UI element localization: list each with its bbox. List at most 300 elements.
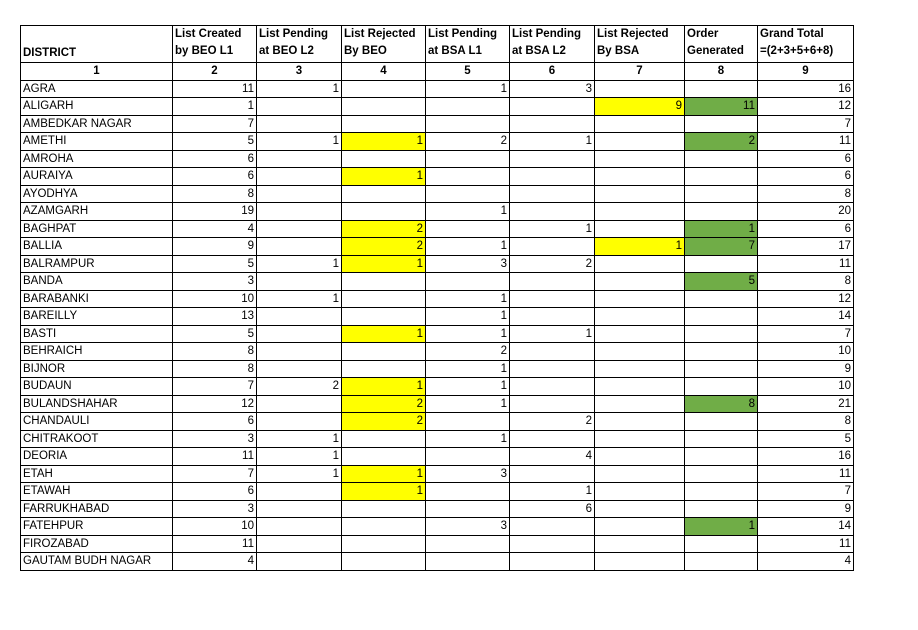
district-cell: BEHRAICH <box>21 343 173 361</box>
grand-total-cell: 20 <box>758 203 854 221</box>
pending-bsa-l2-cell: 2 <box>510 413 595 431</box>
grand-total-cell: 5 <box>758 430 854 448</box>
district-cell: BALLIA <box>21 238 173 256</box>
rejected-beo-cell: 1 <box>342 168 426 186</box>
pending-bsa-l2-cell <box>510 185 595 203</box>
pending-bsa-l1-cell <box>426 115 510 133</box>
pending-beo-l2-cell: 1 <box>257 290 342 308</box>
pending-beo-l2-cell: 1 <box>257 430 342 448</box>
pending-bsa-l1-cell <box>426 98 510 116</box>
district-status-table <box>20 25 854 571</box>
column-number: 9 <box>758 63 854 81</box>
order-generated-cell <box>685 553 758 571</box>
list-created-cell: 11 <box>173 448 257 466</box>
order-generated-cell: 8 <box>685 395 758 413</box>
district-cell: BARABANKI <box>21 290 173 308</box>
table-row <box>21 185 854 203</box>
order-generated-cell: 11 <box>685 98 758 116</box>
rejected-bsa-cell <box>595 150 685 168</box>
rejected-beo-cell <box>342 98 426 116</box>
district-cell: BASTI <box>21 325 173 343</box>
column-number: 5 <box>426 63 510 81</box>
grand-total-cell: 16 <box>758 448 854 466</box>
rejected-beo-cell: 1 <box>342 378 426 396</box>
pending-beo-l2-cell <box>257 360 342 378</box>
header-row <box>21 26 854 63</box>
grand-total-cell: 7 <box>758 483 854 501</box>
header-list-pending-at-beo-l2: List Pending at BEO L2 <box>257 26 342 63</box>
pending-beo-l2-cell <box>257 325 342 343</box>
grand-total-cell: 10 <box>758 343 854 361</box>
pending-bsa-l2-cell <box>510 168 595 186</box>
list-created-cell: 13 <box>173 308 257 326</box>
rejected-bsa-cell <box>595 465 685 483</box>
header-list-rejected-by-beo: List Rejected By BEO <box>342 26 426 63</box>
column-number: 8 <box>685 63 758 81</box>
list-created-cell: 8 <box>173 360 257 378</box>
table-row <box>21 203 854 221</box>
district-cell: BAGHPAT <box>21 220 173 238</box>
rejected-bsa-cell <box>595 168 685 186</box>
pending-bsa-l1-cell: 2 <box>426 343 510 361</box>
order-generated-cell <box>685 115 758 133</box>
rejected-bsa-cell <box>595 413 685 431</box>
rejected-beo-cell <box>342 360 426 378</box>
table-row <box>21 80 854 98</box>
list-created-cell: 19 <box>173 203 257 221</box>
district-cell: AMROHA <box>21 150 173 168</box>
list-created-cell: 3 <box>173 273 257 291</box>
rejected-bsa-cell <box>595 448 685 466</box>
rejected-beo-cell <box>342 343 426 361</box>
list-created-cell: 4 <box>173 220 257 238</box>
district-cell: BALRAMPUR <box>21 255 173 273</box>
grand-total-cell: 8 <box>758 185 854 203</box>
pending-bsa-l1-cell <box>426 168 510 186</box>
table-row <box>21 518 854 536</box>
pending-bsa-l1-cell: 1 <box>426 430 510 448</box>
order-generated-cell <box>685 308 758 326</box>
list-created-cell: 7 <box>173 378 257 396</box>
district-cell: BAREILLY <box>21 308 173 326</box>
pending-bsa-l1-cell <box>426 185 510 203</box>
pending-beo-l2-cell: 1 <box>257 255 342 273</box>
header-list-created-by-beo-l1: List Created by BEO L1 <box>173 26 257 63</box>
pending-bsa-l2-cell: 1 <box>510 133 595 151</box>
table-row <box>21 360 854 378</box>
rejected-bsa-cell <box>595 255 685 273</box>
header-district: DISTRICT <box>21 26 173 63</box>
list-created-cell: 8 <box>173 185 257 203</box>
pending-bsa-l1-cell: 1 <box>426 378 510 396</box>
pending-bsa-l2-cell <box>510 308 595 326</box>
district-cell: ETAWAH <box>21 483 173 501</box>
header-list-pending-at-bsa-l1: List Pending at BSA L1 <box>426 26 510 63</box>
pending-bsa-l1-cell: 1 <box>426 395 510 413</box>
pending-beo-l2-cell <box>257 343 342 361</box>
pending-bsa-l1-cell <box>426 500 510 518</box>
table-row <box>21 98 854 116</box>
column-number: 7 <box>595 63 685 81</box>
pending-bsa-l1-cell <box>426 273 510 291</box>
rejected-bsa-cell <box>595 535 685 553</box>
list-created-cell: 7 <box>173 115 257 133</box>
list-created-cell: 4 <box>173 553 257 571</box>
grand-total-cell: 17 <box>758 238 854 256</box>
rejected-beo-cell: 1 <box>342 483 426 501</box>
district-cell: AURAIYA <box>21 168 173 186</box>
order-generated-cell <box>685 150 758 168</box>
table-row <box>21 308 854 326</box>
pending-bsa-l1-cell <box>426 220 510 238</box>
table-row <box>21 273 854 291</box>
rejected-beo-cell: 1 <box>342 255 426 273</box>
table-row <box>21 255 854 273</box>
rejected-beo-cell <box>342 203 426 221</box>
district-cell: AYODHYA <box>21 185 173 203</box>
order-generated-cell <box>685 448 758 466</box>
pending-beo-l2-cell <box>257 273 342 291</box>
grand-total-cell: 6 <box>758 150 854 168</box>
grand-total-cell: 8 <box>758 413 854 431</box>
order-generated-cell: 2 <box>685 133 758 151</box>
list-created-cell: 6 <box>173 168 257 186</box>
grand-total-cell: 9 <box>758 360 854 378</box>
pending-bsa-l2-cell <box>510 395 595 413</box>
list-created-cell: 10 <box>173 518 257 536</box>
table-row <box>21 465 854 483</box>
rejected-bsa-cell <box>595 308 685 326</box>
column-number: 1 <box>21 63 173 81</box>
pending-beo-l2-cell <box>257 203 342 221</box>
table-row <box>21 430 854 448</box>
list-created-cell: 7 <box>173 465 257 483</box>
rejected-bsa-cell <box>595 80 685 98</box>
table-row <box>21 168 854 186</box>
pending-beo-l2-cell <box>257 395 342 413</box>
pending-beo-l2-cell <box>257 500 342 518</box>
pending-bsa-l1-cell <box>426 535 510 553</box>
pending-bsa-l1-cell: 3 <box>426 518 510 536</box>
district-cell: DEORIA <box>21 448 173 466</box>
grand-total-cell: 10 <box>758 378 854 396</box>
rejected-beo-cell <box>342 115 426 133</box>
pending-bsa-l1-cell <box>426 553 510 571</box>
pending-beo-l2-cell <box>257 150 342 168</box>
list-created-cell: 8 <box>173 343 257 361</box>
list-created-cell: 9 <box>173 238 257 256</box>
rejected-beo-cell <box>342 535 426 553</box>
table-row <box>21 115 854 133</box>
pending-bsa-l2-cell: 6 <box>510 500 595 518</box>
order-generated-cell <box>685 325 758 343</box>
pending-beo-l2-cell: 1 <box>257 133 342 151</box>
pending-bsa-l2-cell: 1 <box>510 483 595 501</box>
pending-beo-l2-cell <box>257 518 342 536</box>
pending-bsa-l2-cell: 1 <box>510 325 595 343</box>
list-created-cell: 10 <box>173 290 257 308</box>
column-number: 4 <box>342 63 426 81</box>
district-cell: GAUTAM BUDH NAGAR <box>21 553 173 571</box>
grand-total-cell: 8 <box>758 273 854 291</box>
pending-beo-l2-cell <box>257 168 342 186</box>
pending-bsa-l2-cell <box>510 360 595 378</box>
pending-bsa-l2-cell <box>510 535 595 553</box>
pending-bsa-l1-cell: 1 <box>426 203 510 221</box>
rejected-bsa-cell <box>595 325 685 343</box>
pending-beo-l2-cell <box>257 483 342 501</box>
list-created-cell: 1 <box>173 98 257 116</box>
header-list-rejected-by-bsa: List Rejected By BSA <box>595 26 685 63</box>
table-row <box>21 395 854 413</box>
district-cell: FIROZABAD <box>21 535 173 553</box>
rejected-bsa-cell <box>595 553 685 571</box>
list-created-cell: 11 <box>173 535 257 553</box>
district-cell: BULANDSHAHAR <box>21 395 173 413</box>
rejected-beo-cell <box>342 185 426 203</box>
table-row <box>21 413 854 431</box>
column-number: 3 <box>257 63 342 81</box>
pending-bsa-l1-cell <box>426 448 510 466</box>
order-generated-cell: 5 <box>685 273 758 291</box>
rejected-bsa-cell <box>595 360 685 378</box>
table-row <box>21 220 854 238</box>
grand-total-cell: 21 <box>758 395 854 413</box>
order-generated-cell <box>685 168 758 186</box>
table-body <box>21 80 854 570</box>
column-number: 6 <box>510 63 595 81</box>
grand-total-cell: 12 <box>758 290 854 308</box>
pending-beo-l2-cell <box>257 185 342 203</box>
rejected-beo-cell <box>342 273 426 291</box>
rejected-bsa-cell <box>595 115 685 133</box>
rejected-beo-cell: 1 <box>342 133 426 151</box>
pending-beo-l2-cell <box>257 553 342 571</box>
pending-bsa-l2-cell <box>510 98 595 116</box>
grand-total-cell: 4 <box>758 553 854 571</box>
rejected-bsa-cell <box>595 395 685 413</box>
grand-total-cell: 6 <box>758 220 854 238</box>
list-created-cell: 3 <box>173 430 257 448</box>
header-grand-total: Grand Total =(2+3+5+6+8) <box>758 26 854 63</box>
rejected-bsa-cell <box>595 273 685 291</box>
order-generated-cell <box>685 500 758 518</box>
rejected-beo-cell <box>342 500 426 518</box>
header-order-generated: Order Generated <box>685 26 758 63</box>
rejected-beo-cell: 2 <box>342 238 426 256</box>
grand-total-cell: 9 <box>758 500 854 518</box>
pending-beo-l2-cell <box>257 238 342 256</box>
rejected-bsa-cell: 9 <box>595 98 685 116</box>
district-cell: BANDA <box>21 273 173 291</box>
pending-beo-l2-cell <box>257 220 342 238</box>
table-row <box>21 133 854 151</box>
list-created-cell: 11 <box>173 80 257 98</box>
order-generated-cell: 7 <box>685 238 758 256</box>
list-created-cell: 5 <box>173 325 257 343</box>
rejected-beo-cell <box>342 80 426 98</box>
list-created-cell: 5 <box>173 255 257 273</box>
rejected-bsa-cell <box>595 220 685 238</box>
table-row <box>21 378 854 396</box>
pending-bsa-l2-cell <box>510 343 595 361</box>
order-generated-cell <box>685 483 758 501</box>
pending-bsa-l2-cell <box>510 203 595 221</box>
pending-bsa-l1-cell: 1 <box>426 80 510 98</box>
district-cell: FATEHPUR <box>21 518 173 536</box>
rejected-bsa-cell <box>595 343 685 361</box>
order-generated-cell <box>685 203 758 221</box>
table-row <box>21 343 854 361</box>
rejected-beo-cell: 2 <box>342 413 426 431</box>
district-cell: ETAH <box>21 465 173 483</box>
pending-bsa-l2-cell: 2 <box>510 255 595 273</box>
order-generated-cell: 1 <box>685 220 758 238</box>
order-generated-cell <box>685 535 758 553</box>
pending-bsa-l2-cell <box>510 290 595 308</box>
order-generated-cell <box>685 430 758 448</box>
district-cell: FARRUKHABAD <box>21 500 173 518</box>
pending-bsa-l2-cell <box>510 150 595 168</box>
pending-beo-l2-cell <box>257 308 342 326</box>
pending-bsa-l1-cell: 3 <box>426 255 510 273</box>
order-generated-cell <box>685 413 758 431</box>
rejected-bsa-cell: 1 <box>595 238 685 256</box>
pending-bsa-l1-cell: 1 <box>426 308 510 326</box>
pending-bsa-l2-cell <box>510 430 595 448</box>
rejected-beo-cell: 1 <box>342 325 426 343</box>
district-cell: AMETHI <box>21 133 173 151</box>
grand-total-cell: 11 <box>758 535 854 553</box>
district-cell: BUDAUN <box>21 378 173 396</box>
grand-total-cell: 14 <box>758 518 854 536</box>
list-created-cell: 6 <box>173 483 257 501</box>
table-row <box>21 150 854 168</box>
pending-bsa-l2-cell <box>510 553 595 571</box>
grand-total-cell: 11 <box>758 465 854 483</box>
pending-bsa-l2-cell <box>510 273 595 291</box>
pending-bsa-l2-cell: 1 <box>510 220 595 238</box>
rejected-beo-cell: 1 <box>342 465 426 483</box>
order-generated-cell <box>685 80 758 98</box>
rejected-beo-cell: 2 <box>342 395 426 413</box>
pending-bsa-l2-cell: 4 <box>510 448 595 466</box>
order-generated-cell <box>685 378 758 396</box>
pending-bsa-l1-cell <box>426 483 510 501</box>
order-generated-cell <box>685 185 758 203</box>
order-generated-cell <box>685 360 758 378</box>
column-number: 2 <box>173 63 257 81</box>
rejected-beo-cell <box>342 553 426 571</box>
table-row <box>21 553 854 571</box>
pending-bsa-l1-cell <box>426 150 510 168</box>
grand-total-cell: 11 <box>758 255 854 273</box>
pending-bsa-l1-cell <box>426 413 510 431</box>
grand-total-cell: 7 <box>758 115 854 133</box>
district-cell: AGRA <box>21 80 173 98</box>
rejected-bsa-cell <box>595 483 685 501</box>
district-cell: AMBEDKAR NAGAR <box>21 115 173 133</box>
grand-total-cell: 16 <box>758 80 854 98</box>
pending-bsa-l2-cell <box>510 238 595 256</box>
grand-total-cell: 11 <box>758 133 854 151</box>
table-row <box>21 535 854 553</box>
pending-bsa-l2-cell <box>510 518 595 536</box>
grand-total-cell: 12 <box>758 98 854 116</box>
pending-bsa-l2-cell: 3 <box>510 80 595 98</box>
order-generated-cell: 1 <box>685 518 758 536</box>
rejected-bsa-cell <box>595 378 685 396</box>
rejected-beo-cell <box>342 518 426 536</box>
pending-bsa-l1-cell: 3 <box>426 465 510 483</box>
pending-bsa-l2-cell <box>510 465 595 483</box>
pending-bsa-l1-cell: 1 <box>426 290 510 308</box>
pending-beo-l2-cell: 1 <box>257 465 342 483</box>
rejected-beo-cell <box>342 290 426 308</box>
grand-total-cell: 7 <box>758 325 854 343</box>
rejected-beo-cell <box>342 308 426 326</box>
table-row <box>21 325 854 343</box>
pending-bsa-l1-cell: 2 <box>426 133 510 151</box>
rejected-bsa-cell <box>595 203 685 221</box>
pending-bsa-l1-cell: 1 <box>426 238 510 256</box>
pending-beo-l2-cell: 1 <box>257 448 342 466</box>
order-generated-cell <box>685 465 758 483</box>
rejected-beo-cell <box>342 448 426 466</box>
pending-bsa-l2-cell <box>510 115 595 133</box>
district-cell: CHITRAKOOT <box>21 430 173 448</box>
order-generated-cell <box>685 255 758 273</box>
rejected-bsa-cell <box>595 518 685 536</box>
order-generated-cell <box>685 290 758 308</box>
district-cell: BIJNOR <box>21 360 173 378</box>
table-row <box>21 448 854 466</box>
table-row <box>21 290 854 308</box>
rejected-bsa-cell <box>595 430 685 448</box>
grand-total-cell: 6 <box>758 168 854 186</box>
column-number-row <box>21 63 854 81</box>
grand-total-cell: 14 <box>758 308 854 326</box>
rejected-beo-cell: 2 <box>342 220 426 238</box>
list-created-cell: 5 <box>173 133 257 151</box>
table-row <box>21 483 854 501</box>
list-created-cell: 3 <box>173 500 257 518</box>
pending-beo-l2-cell <box>257 115 342 133</box>
pending-beo-l2-cell: 2 <box>257 378 342 396</box>
rejected-bsa-cell <box>595 290 685 308</box>
pending-bsa-l1-cell: 1 <box>426 360 510 378</box>
header-list-pending-at-bsa-l2: List Pending at BSA L2 <box>510 26 595 63</box>
rejected-beo-cell <box>342 430 426 448</box>
list-created-cell: 12 <box>173 395 257 413</box>
pending-bsa-l2-cell <box>510 378 595 396</box>
rejected-bsa-cell <box>595 500 685 518</box>
table-container <box>20 25 854 571</box>
pending-beo-l2-cell <box>257 535 342 553</box>
pending-beo-l2-cell <box>257 98 342 116</box>
pending-beo-l2-cell: 1 <box>257 80 342 98</box>
pending-bsa-l1-cell: 1 <box>426 325 510 343</box>
list-created-cell: 6 <box>173 150 257 168</box>
list-created-cell: 6 <box>173 413 257 431</box>
table-row <box>21 238 854 256</box>
district-cell: ALIGARH <box>21 98 173 116</box>
district-cell: CHANDAULI <box>21 413 173 431</box>
rejected-bsa-cell <box>595 133 685 151</box>
rejected-beo-cell <box>342 150 426 168</box>
district-cell: AZAMGARH <box>21 203 173 221</box>
rejected-bsa-cell <box>595 185 685 203</box>
